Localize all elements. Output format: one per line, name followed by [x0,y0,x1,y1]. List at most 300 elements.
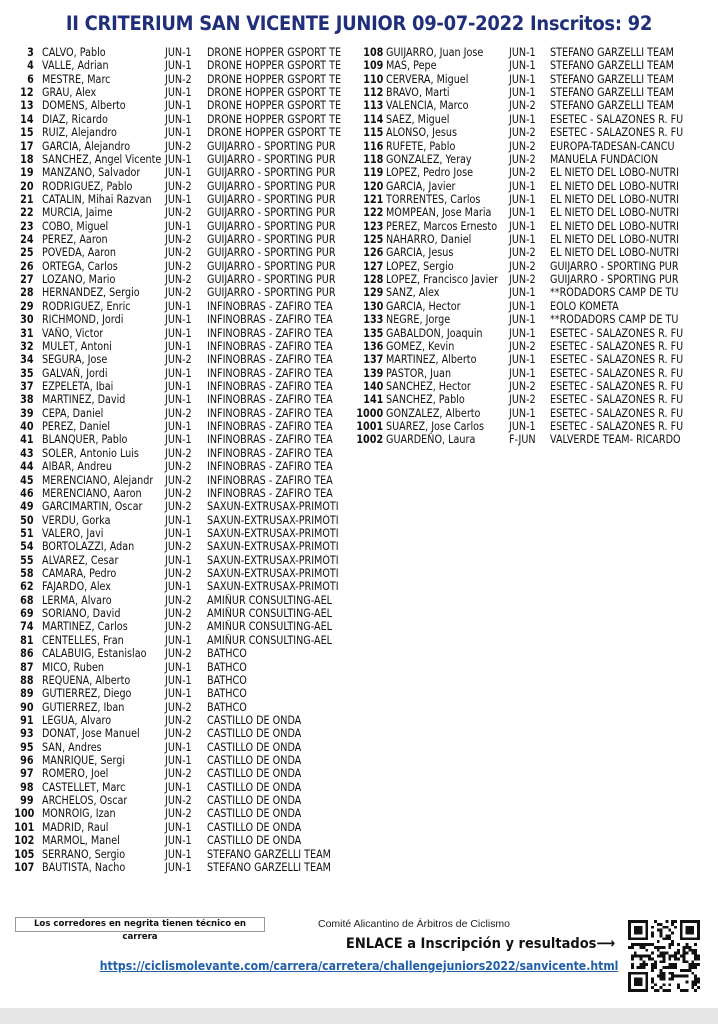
qr-module [628,946,631,949]
rider-category: JUN-2 [509,166,536,180]
rider-number: 140 [362,379,383,393]
rider-category: JUN-1 [509,206,536,220]
rider-number: 19 [20,166,34,180]
rider-row [355,273,718,286]
qr-module [663,926,666,929]
rider-name: SERRANO, Sergio [42,847,126,861]
rider-row [0,220,355,233]
rider-number: 102 [13,834,34,848]
rider-category: JUN-2 [165,473,192,487]
rider-row [355,327,718,340]
qr-module [660,960,663,963]
rider-number: 1000 [356,406,383,420]
qr-module [660,975,663,978]
qr-module [671,923,674,926]
rider-team: SAXUN-EXTRUSAX-PRIMOTI [207,553,339,567]
qr-module [674,920,677,923]
rider-team: GUIJARRO - SPORTING PUR [207,273,336,287]
qr-module [665,926,668,929]
rider-team: INFINOBRAS - ZAFIRO TEA [207,353,333,367]
rider-number: 90 [20,700,34,714]
rider-row [0,300,355,313]
rider-row [0,286,355,299]
rider-name: BAUTISTA, Nacho [42,860,126,874]
rider-name: MARTINEZ, David [42,393,126,407]
rider-category: JUN-1 [165,86,192,100]
rider-category: JUN-1 [165,660,192,674]
rider-team: CASTILLO DE ONDA [207,713,302,727]
rider-row [0,73,355,86]
qr-module [683,960,686,963]
rider-category: JUN-2 [165,700,192,714]
rider-category: JUN-1 [165,152,192,166]
qr-module [697,978,700,981]
rider-number: 54 [20,540,34,554]
rider-number: 98 [20,780,34,794]
qr-module [642,943,645,946]
qr-module [697,957,700,960]
rider-row [0,527,355,540]
rider-team: DRONE HOPPER GSPORT TE [207,99,342,113]
rider-team: EL NIETO DEL LOBO-NUTRI [550,179,679,193]
rider-number: 45 [20,473,34,487]
rider-number: 20 [20,179,34,193]
rider-team: BATHCO [207,700,247,714]
rider-team: ESETEC - SALAZONES R. FU [550,366,684,380]
rider-team: VALVERDE TEAM- RICARDO [550,433,681,447]
rider-row [0,273,355,286]
rider-category: JUN-2 [165,713,192,727]
rider-row [0,420,355,433]
qr-module [688,949,691,952]
qr-module [691,949,694,952]
rider-team: INFINOBRAS - ZAFIRO TEA [207,473,333,487]
qr-module [654,989,657,992]
qr-module [668,983,671,986]
qr-module [660,923,663,926]
rider-number: 40 [20,420,34,434]
rider-team: DRONE HOPPER GSPORT TE [207,59,342,73]
rider-team: CASTILLO DE ONDA [207,740,302,754]
rider-team: GUIJARRO - SPORTING PUR [207,179,336,193]
rider-number: 129 [362,286,383,300]
rider-name: GARCIMARTIN, Oscar [42,500,143,514]
rider-number: 107 [13,860,34,874]
rider-number: 119 [362,166,383,180]
qr-module [674,975,677,978]
rider-team: INFINOBRAS - ZAFIRO TEA [207,339,333,353]
qr-module [677,952,680,955]
qr-module [663,960,666,963]
qr-module [671,972,674,975]
rider-number: 81 [20,633,34,647]
rider-name: RUFETE, Pablo [386,139,456,153]
rider-category: JUN-2 [165,273,192,287]
qr-module [631,966,634,969]
qr-module [686,952,689,955]
rider-category: JUN-1 [509,286,536,300]
qr-module [645,943,648,946]
rider-row [0,674,355,687]
qr-module [642,946,645,949]
bottom-strip [0,1008,718,1024]
rider-row [0,754,355,767]
rider-number: 130 [362,299,383,313]
qr-module [642,966,645,969]
rider-category: JUN-1 [165,379,192,393]
rider-row [0,353,355,366]
registration-link[interactable]: https://ciclismolevante.com/carrera/carretera/challengejuniors2022/sanvicente.html [99,958,618,973]
qr-module [660,978,663,981]
rider-number: 96 [20,754,34,768]
rider-team: ESETEC - SALAZONES R. FU [550,379,684,393]
rider-row [355,353,718,366]
qr-module [651,934,654,937]
rider-team: SAXUN-EXTRUSAX-PRIMOTI [207,567,339,581]
rider-row [0,313,355,326]
rider-row [0,767,355,780]
rider-team: INFINOBRAS - ZAFIRO TEA [207,406,333,420]
rider-team: DRONE HOPPER GSPORT TE [207,112,342,126]
qr-module [691,963,694,966]
rider-name: HERNANDEZ, Sergio [42,286,140,300]
rider-team: EL NIETO DEL LOBO-NUTRI [550,206,679,220]
rider-name: MURCIA, Jaime [42,206,113,220]
rider-name: ALVAREZ, Cesar [42,553,119,567]
qr-module [683,957,686,960]
qr-module [651,957,654,960]
qr-module [683,955,686,958]
qr-module [654,946,657,949]
rider-number: 114 [362,112,383,126]
rider-category: JUN-2 [509,379,536,393]
qr-module [634,955,637,958]
qr-module [642,963,645,966]
rider-number: 6 [27,72,34,86]
rider-team: EL NIETO DEL LOBO-NUTRI [550,233,679,247]
rider-number: 30 [20,313,34,327]
qr-module [674,952,677,955]
rider-name: CAMARA, Pedro [42,567,117,581]
rider-team: GUIJARRO - SPORTING PUR [207,233,336,247]
rider-row [0,514,355,527]
rider-category: JUN-2 [509,393,536,407]
rider-team: SAXUN-EXTRUSAX-PRIMOTI [207,500,339,514]
qr-module [640,946,643,949]
rider-category: JUN-1 [165,192,192,206]
rider-name: LOPEZ, Pedro Jose [386,166,474,180]
rider-category: JUN-2 [165,647,192,661]
rider-category: JUN-2 [165,767,192,781]
rider-category: JUN-1 [165,46,192,59]
qr-module [654,963,657,966]
qr-module [663,972,666,975]
rider-team: GUIJARRO - SPORTING PUR [207,192,336,206]
rider-row [0,607,355,620]
rider-row [0,180,355,193]
rider-team: **RODADORS CAMP DE TU [550,286,679,300]
qr-module [688,946,691,949]
qr-module [663,983,666,986]
rider-number: 69 [20,607,34,621]
rider-category: JUN-1 [165,754,192,768]
qr-module [660,952,663,955]
rider-row [0,821,355,834]
rider-number: 35 [20,366,34,380]
rider-number: 31 [20,326,34,340]
rider-row [355,407,718,420]
rider-number: 122 [362,206,383,220]
rider-name: GUARDEÑO, Laura [386,433,476,447]
qr-module [651,980,654,983]
rider-team: CASTILLO DE ONDA [207,754,302,768]
qr-module [640,955,643,958]
rider-category: JUN-1 [165,112,192,126]
qr-module [640,966,643,969]
rider-team: ESETEC - SALAZONES R. FU [550,339,684,353]
rider-team: STEFANO GARZELLI TEAM [550,99,674,113]
rider-name: LERMA, Alvaro [42,593,112,607]
rider-number: 89 [20,687,34,701]
rider-row [355,153,718,166]
qr-module [648,955,651,958]
rider-row [0,166,355,179]
rider-category: JUN-1 [165,780,192,794]
rider-number: 32 [20,339,34,353]
rider-number: 23 [20,219,34,233]
rider-name: GALVAÑ, Jordi [42,366,108,380]
qr-module [668,955,671,958]
rider-row [0,620,355,633]
rider-number: 137 [362,353,383,367]
qr-module [631,955,634,958]
qr-module [677,949,680,952]
rider-row [0,580,355,593]
qr-module [660,972,663,975]
rider-row [0,393,355,406]
qr-module [657,929,660,932]
rider-row [0,46,355,59]
qr-module [677,986,680,989]
qr-module [668,966,671,969]
rider-name: GARCIA, Hector [386,299,461,313]
qr-module [680,975,683,978]
rider-number: 115 [362,126,383,140]
qr-module [668,978,671,981]
rider-name: GUTIERREZ, Diego [42,687,132,701]
rider-category: JUN-1 [165,339,192,353]
rider-team: EL NIETO DEL LOBO-NUTRI [550,246,679,260]
rider-number: 27 [20,273,34,287]
qr-module [634,943,637,946]
rider-number: 55 [20,553,34,567]
rider-category: JUN-2 [165,500,192,514]
rider-row [0,727,355,740]
rider-team: EL NIETO DEL LOBO-NUTRI [550,192,679,206]
rider-number: 18 [20,152,34,166]
qr-module [663,952,666,955]
rider-name: SAN, Andres [42,740,102,754]
rider-row [0,206,355,219]
qr-module [657,989,660,992]
rider-row [0,340,355,353]
rider-name: SUAREZ, Jose Carlos [386,420,485,434]
rider-number: 110 [362,72,383,86]
rider-row [355,367,718,380]
qr-finder-core [634,978,643,987]
qr-module [694,980,697,983]
rider-row [355,86,718,99]
rider-number: 28 [20,286,34,300]
rider-number: 26 [20,259,34,273]
rider-category: JUN-1 [165,687,192,701]
rider-number: 118 [362,152,383,166]
rider-row [0,594,355,607]
qr-module [654,960,657,963]
qr-module [691,952,694,955]
rider-row [0,59,355,72]
rider-row [0,834,355,847]
qr-module [660,934,663,937]
qr-module [671,920,674,923]
rider-name: MERENCIANO, Alejandr [42,473,154,487]
rider-name: GARCIA, Alejandro [42,139,131,153]
rider-category: JUN-1 [509,86,536,100]
rider-row [0,687,355,700]
rider-name: PEREZ, Daniel [42,420,111,434]
rider-category: JUN-1 [165,820,192,834]
rider-number: 135 [362,326,383,340]
qr-module [660,946,663,949]
qr-module [665,937,668,940]
qr-module [668,957,671,960]
rider-team: SAXUN-EXTRUSAX-PRIMOTI [207,580,339,594]
rider-category: JUN-2 [165,72,192,86]
rider-name: VALERO, Javi [42,526,104,540]
rider-number: 99 [20,794,34,808]
rider-name: MAS, Pepe [386,59,437,73]
qr-module [668,972,671,975]
rider-row [0,567,355,580]
rider-number: 112 [362,86,383,100]
rider-team: INFINOBRAS - ZAFIRO TEA [207,420,333,434]
rider-category: JUN-1 [165,393,192,407]
qr-module [674,926,677,929]
qr-module [668,963,671,966]
rider-team: EOLO KOMETA [550,299,619,313]
rider-number: 43 [20,446,34,460]
rider-name: RICHMOND, Jordi [42,313,124,327]
qr-module [651,932,654,935]
rider-number: 44 [20,460,34,474]
link-heading: ENLACE a Inscripción y resultados⟶ [345,936,615,952]
rider-team: AMIÑUR CONSULTING-AEL [207,633,333,647]
rider-team: EL NIETO DEL LOBO-NUTRI [550,219,679,233]
rider-number: 93 [20,727,34,741]
rider-category: JUN-2 [165,353,192,367]
rider-number: 109 [362,59,383,73]
rider-team: STEFANO GARZELLI TEAM [550,46,674,59]
qr-module [637,966,640,969]
qr-module [631,943,634,946]
rider-number: 17 [20,139,34,153]
qr-module [663,937,666,940]
rider-category: JUN-1 [165,99,192,113]
rider-team: BATHCO [207,687,247,701]
rider-team: INFINOBRAS - ZAFIRO TEA [207,299,333,313]
rider-category: JUN-1 [509,406,536,420]
rider-number: 22 [20,206,34,220]
rider-row [0,140,355,153]
rider-team: CASTILLO DE ONDA [207,820,302,834]
rider-number: 37 [20,379,34,393]
rider-name: LOZANO, Mario [42,273,116,287]
qr-module [694,975,697,978]
qr-module [691,966,694,969]
qr-module [651,926,654,929]
qr-module [663,978,666,981]
rider-category: JUN-2 [509,139,536,153]
rider-name: MANRIQUE, Sergi [42,754,126,768]
riders-list-right [355,46,718,447]
qr-module [668,943,671,946]
rider-team: GUIJARRO - SPORTING PUR [207,152,336,166]
rider-category: JUN-1 [165,366,192,380]
rider-row [355,126,718,139]
rider-team: BATHCO [207,673,247,687]
qr-module [657,949,660,952]
qr-module [651,966,654,969]
qr-module [640,963,643,966]
rider-name: LEGUA, Alvaro [42,713,112,727]
qr-module [645,963,648,966]
rider-name: SANCHEZ, Pablo [386,393,465,407]
rider-number: 121 [362,192,383,206]
rider-number: 50 [20,513,34,527]
rider-team: GUIJARRO - SPORTING PUR [207,286,336,300]
rider-category: JUN-1 [509,112,536,126]
qr-module [637,943,640,946]
riders-list-left [0,46,355,874]
rider-name: CEPA, Daniel [42,406,104,420]
rider-name: CALVO, Pablo [42,46,106,59]
rider-team: GUIJARRO - SPORTING PUR [207,246,336,260]
rider-name: REQUENA, Alberto [42,673,131,687]
rider-row [0,246,355,259]
rider-category: JUN-1 [509,233,536,247]
committee-label: Comité Alicantino de Árbitros de Ciclismo [318,918,510,930]
qr-module [677,983,680,986]
rider-number: 29 [20,299,34,313]
qr-module [654,966,657,969]
rider-number: 62 [20,580,34,594]
rider-category: JUN-1 [509,192,536,206]
rider-row [355,260,718,273]
qr-module [683,949,686,952]
qr-module [694,963,697,966]
qr-module [648,957,651,960]
rider-name: MARMOL, Manel [42,834,120,848]
rider-row [0,794,355,807]
rider-category: JUN-2 [509,126,536,140]
qr-module [657,975,660,978]
rider-row [355,380,718,393]
rider-name: MARTINEZ, Alberto [386,353,477,367]
qr-module [657,946,660,949]
rider-team: INFINOBRAS - ZAFIRO TEA [207,379,333,393]
rider-name: CATALIN, Mihai Razvan [42,192,152,206]
page-title: II CRITERIUM SAN VICENTE JUNIOR 09-07-2022 Inscritos: 92 [65,12,653,35]
